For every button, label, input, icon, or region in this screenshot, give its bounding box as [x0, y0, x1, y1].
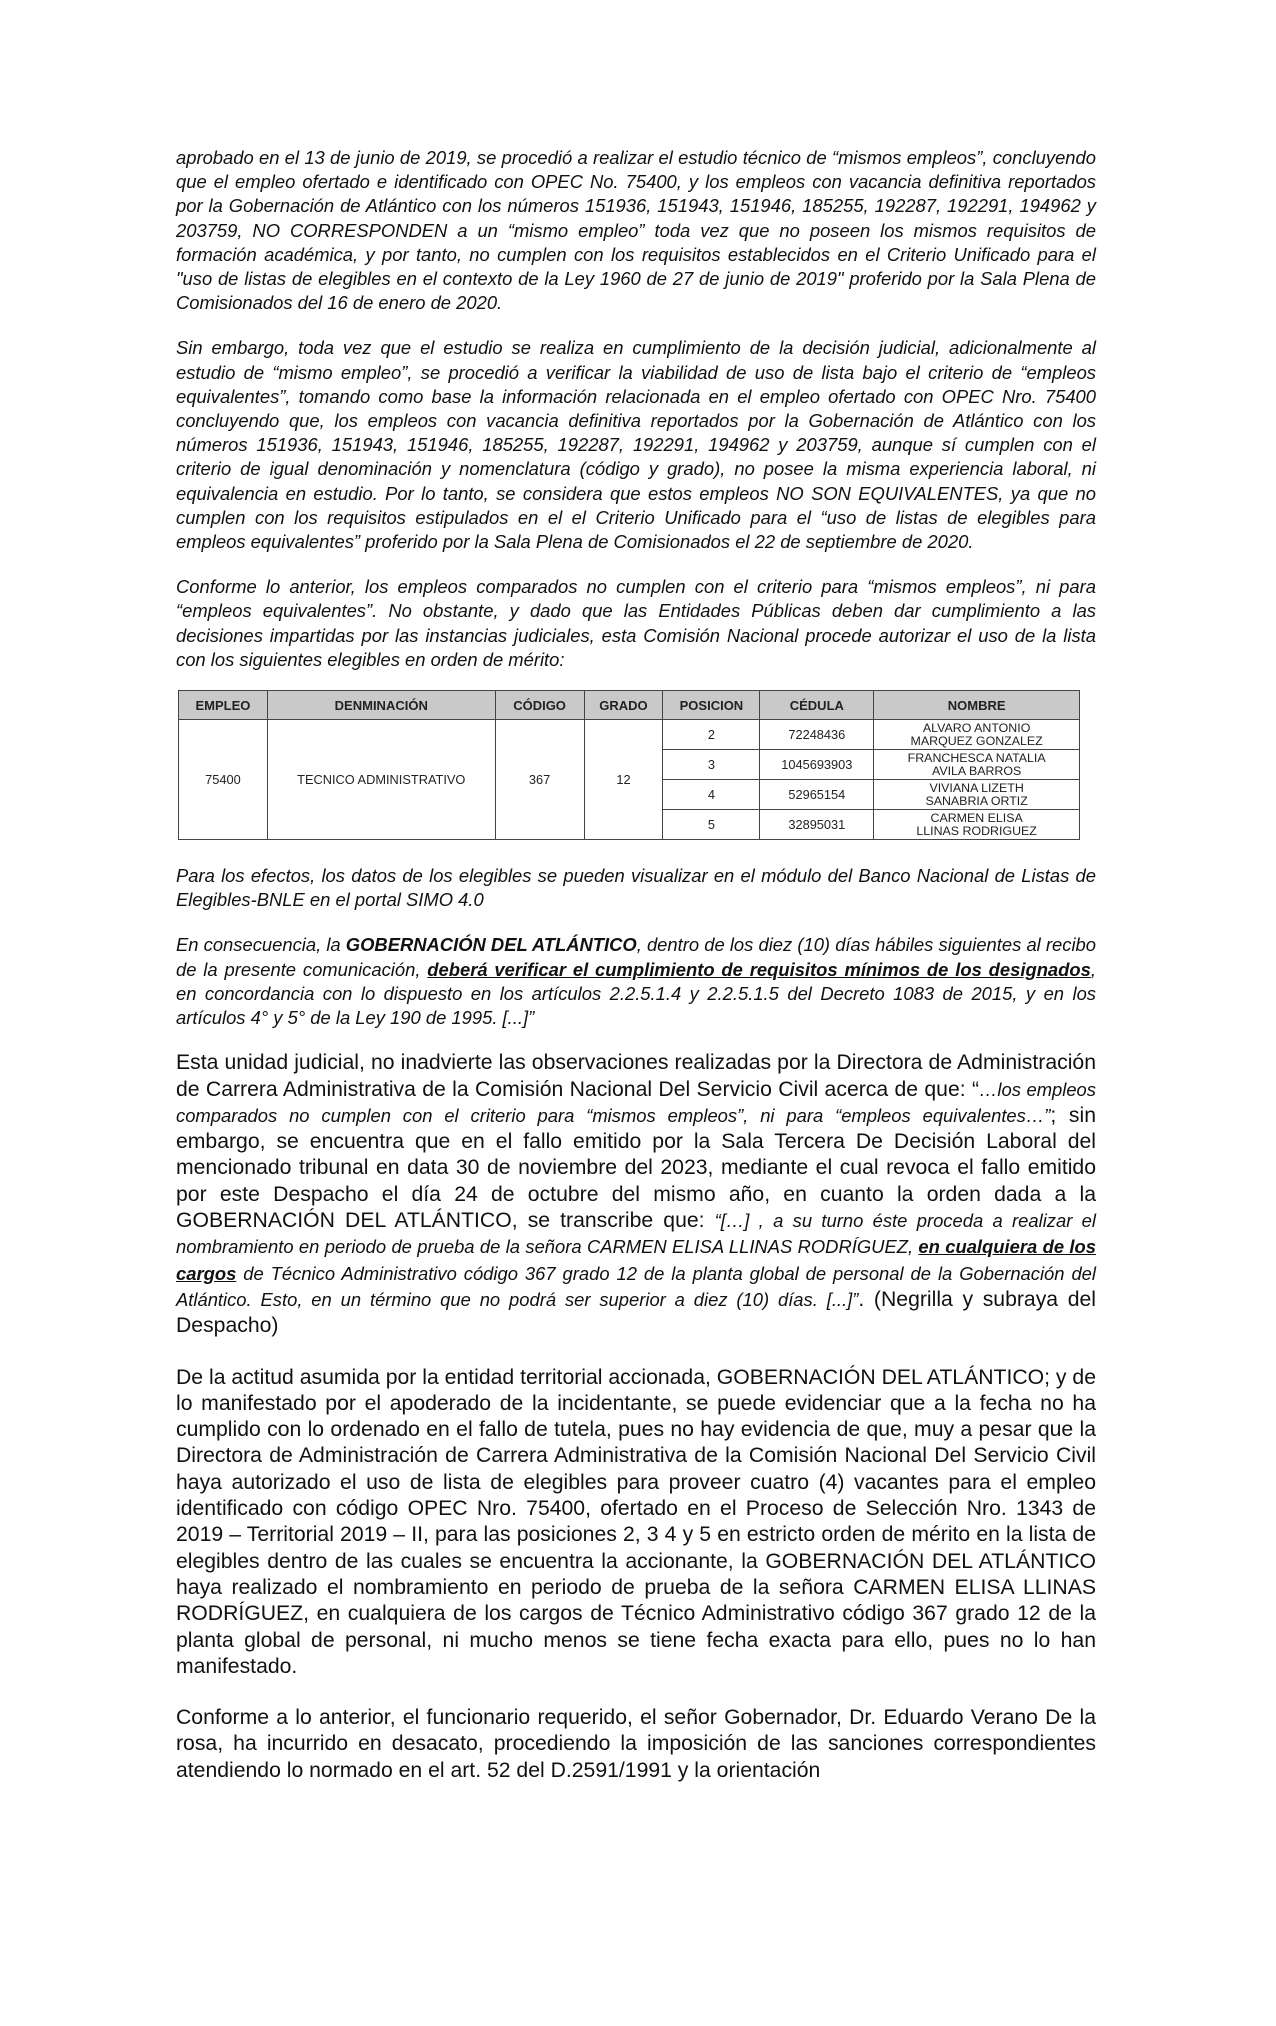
document-page	[176, 146, 1096, 1809]
header-nombre: NOMBRE	[874, 691, 1080, 720]
quote-paragraph-3: Conforme lo anterior, los empleos comparados no cumplen con el criterio para “mismos empleos”, ni para “empleos equivalentes”. No obstante, y dado que las Entidades Públicas deben dar cumplimiento a las decisiones impartidas por las instancias judiciales, esta Comisión Nacional procede autorizar el uso de la lista con los siguientes elegibles en orden de mérito:	[176, 576, 1096, 670]
q5-underlined-bold: deberá verificar el cumplimiento de requisitos mínimos de los designados	[427, 958, 1091, 980]
cell-cedula: 52965154	[760, 780, 874, 810]
cell-cedula: 1045693903	[760, 750, 874, 780]
q5-text-e: , en concordancia con lo dispuesto en los artículos 2.2.5.1.4 y 2.2.5.1.5 del Decreto 1083 de 2015, y en los artículos 4° y 5° de la Ley 190 de 1995. [...]”	[176, 958, 1096, 1029]
p6-italic-quote: …los empleos comparados no cumplen con el criterio para “mismos empleos”, ni para “empleos equivalentes…”	[176, 1078, 1096, 1126]
nombre-line-1: VIVIANA LIZETH	[929, 780, 1024, 795]
table-row	[179, 720, 1080, 750]
header-empleo: EMPLEO	[179, 691, 268, 720]
cell-codigo: 367	[495, 720, 584, 840]
q5-text-a: En consecuencia, la	[176, 934, 346, 956]
cell-posicion: 4	[663, 780, 760, 810]
nombre-line-2: LLINAS RODRIGUEZ	[916, 823, 1037, 838]
nombre-line-1: CARMEN ELISA	[930, 810, 1023, 825]
nombre-line-2: AVILA BARROS	[931, 763, 1022, 778]
cell-nombre	[874, 720, 1080, 750]
eligibles-table	[178, 690, 1080, 840]
eligibles-table-wrapper	[176, 686, 1096, 840]
q5-text-c: , dentro de los diez (10) días hábiles siguientes al recibo de la presente comunicación,	[176, 934, 1096, 980]
header-grado: GRADO	[584, 691, 663, 720]
cell-nombre	[874, 750, 1080, 780]
p6-italic-order: “[…] , a su turno éste proceda a realizar el nombramiento en periodo de prueba de la señora CARMEN ELISA LLINAS RODRÍGUEZ,	[176, 1210, 1096, 1258]
header-posicion: POSICION	[663, 691, 760, 720]
header-denominacion: DENMINACIÓN	[267, 691, 495, 720]
quote-paragraph-4: Para los efectos, los datos de los elegibles se pueden visualizar en el módulo del Banco Nacional de Listas de Elegibles-BNLE en el portal SIMO 4.0	[176, 865, 1096, 911]
body-paragraph-2: De la actitud asumida por la entidad territorial accionada, GOBERNACIÓN DEL ATLÁNTICO; y de lo manifestado por el apoderado de la incidentante, se puede evidenciar que a la fecha no ha cumplido con lo ordenado en el fallo de tutela, pues no hay evidencia de que, muy a pesar que la Directora de Administración de Carrera Administrativa de la Comisión Nacional Del Servicio Civil haya autorizado el uso de lista de elegibles para proveer cuatro (4) vacantes para el empleo identificado con código OPEC Nro. 75400, ofertado en el Proceso de Selección Nro. 1343 de 2019 – Territorial 2019 – II, para las posiciones 2, 3 4 y 5 en estricto orden de mérito en la lista de elegibles dentro de las cuales se encuentra la accionante, la GOBERNACIÓN DEL ATLÁNTICO haya realizado el nombramiento en periodo de prueba de la señora CARMEN ELISA LLINAS RODRÍGUEZ, en cualquiera de los cargos de Técnico Administrativo código 367 grado 12 de la planta global de personal, ni mucho menos se tiene fecha exacta para ello, pues no lo han manifestado.	[176, 1365, 1096, 1678]
p6-text-a: Esta unidad judicial, no inadvierte las observaciones realizadas por la Directora de Administración de Carrera Administrativa de la Comisión Nacional Del Servicio Civil acerca de que: “	[176, 1051, 1096, 1101]
nombre-line-1: FRANCHESCA NATALIA	[907, 750, 1046, 765]
cell-posicion: 3	[663, 750, 760, 780]
nombre-line-2: SANABRIA ORTIZ	[925, 793, 1028, 808]
header-cedula: CÉDULA	[760, 691, 874, 720]
p6-text-g: . (Negrilla y subraya del Despacho)	[176, 1287, 1097, 1338]
cell-empleo: 75400	[179, 720, 268, 840]
q5-bold-gobernacion: GOBERNACIÓN DEL ATLÁNTICO	[345, 934, 637, 956]
quote-paragraph-2: Sin embargo, toda vez que el estudio se realiza en cumplimiento de la decisión judicial, adicionalmente al estudio de “mismo empleo”, se procedió a verificar la viabilidad de uso de lista bajo el criterio de “empleos equivalentes”, tomando como base la información relacionada en el empleo ofertado con OPEC Nro. 75400 concluyendo que, los empleos con vacancia definitiva reportados por la Gobernación de Atlántico con los números 151936, 151943, 151946, 185255, 192287, 192291, 194962 y 203759, aunque sí cumplen con el criterio de igual denominación y nomenclatura (código y grado), no posee la misma experiencia laboral, ni equivalencia en estudio. Por lo tanto, se considera que estos empleos NO SON EQUIVALENTES, ya que no cumplen con los requisitos estipulados en el el Criterio Unificado para el “uso de listas de elegibles para empleos equivalentes” proferido por la Sala Plena de Comisionados el 22 de septiembre de 2020.	[176, 337, 1096, 553]
cell-posicion: 2	[663, 720, 760, 750]
quote-paragraph-1: aprobado en el 13 de junio de 2019, se procedió a realizar el estudio técnico de “mismos empleos”, concluyendo que el empleo ofertado e identificado con OPEC No. 75400, y los empleos con vacancia definitiva reportados por la Gobernación de Atlántico con los números 151936, 151943, 151946, 185255, 192287, 192291, 194962 y 203759, NO CORRESPONDEN a un “mismo empleo” toda vez que no poseen los mismos requisitos de formación académica, y por tanto, no cumplen con los requisitos establecidos en el Criterio Unificado para el "uso de listas de elegibles en el contexto de la Ley 1960 de 27 de junio de 2019" proferido por la Sala Plena de Comisionados del 16 de enero de 2020.	[176, 147, 1096, 314]
nombre-line-2: MARQUEZ GONZALEZ	[910, 733, 1043, 748]
quote-paragraph-5	[176, 933, 1096, 1030]
cell-denominacion: TECNICO ADMINISTRATIVO	[267, 720, 495, 840]
cell-nombre	[874, 780, 1080, 810]
cell-posicion: 5	[663, 810, 760, 840]
p6-underlined-bold: en cualquiera de los cargos	[176, 1236, 1096, 1284]
body-paragraph-1	[176, 1050, 1096, 1339]
cell-cedula: 72248436	[760, 720, 874, 750]
body-paragraph-3: Conforme a lo anterior, el funcionario requerido, el señor Gobernador, Dr. Eduardo Verano De la rosa, ha incurrido en desacato, procediendo la imposición de las sanciones correspondientes atendiendo lo normado en el art. 52 del D.2591/1991 y la orientación	[176, 1706, 1096, 1782]
cell-grado: 12	[584, 720, 663, 840]
nombre-line-1: ALVARO ANTONIO	[922, 720, 1031, 735]
p6-italic-order-end: de Técnico Administrativo código 367 grado 12 de la planta global de personal de la Gobernación del Atlántico. Esto, en un término que no podrá ser superior a diez (10) días. [...]”	[176, 1262, 1096, 1310]
table-header-row	[179, 691, 1080, 720]
cell-cedula: 32895031	[760, 810, 874, 840]
cell-nombre	[874, 810, 1080, 840]
header-codigo: CÓDIGO	[495, 691, 584, 720]
p6-text-c: ; sin embargo, se encuentra que en el fallo emitido por la Sala Tercera De Decisión Laboral del mencionado tribunal en data 30 de noviembre del 2023, mediante el cual revoca el fallo emitido por este Despacho el día 24 de octubre del mismo año, en cuanto la orden dada a la GOBERNACIÓN DEL ATLÁNTICO, se transcribe que:	[176, 1103, 1096, 1233]
